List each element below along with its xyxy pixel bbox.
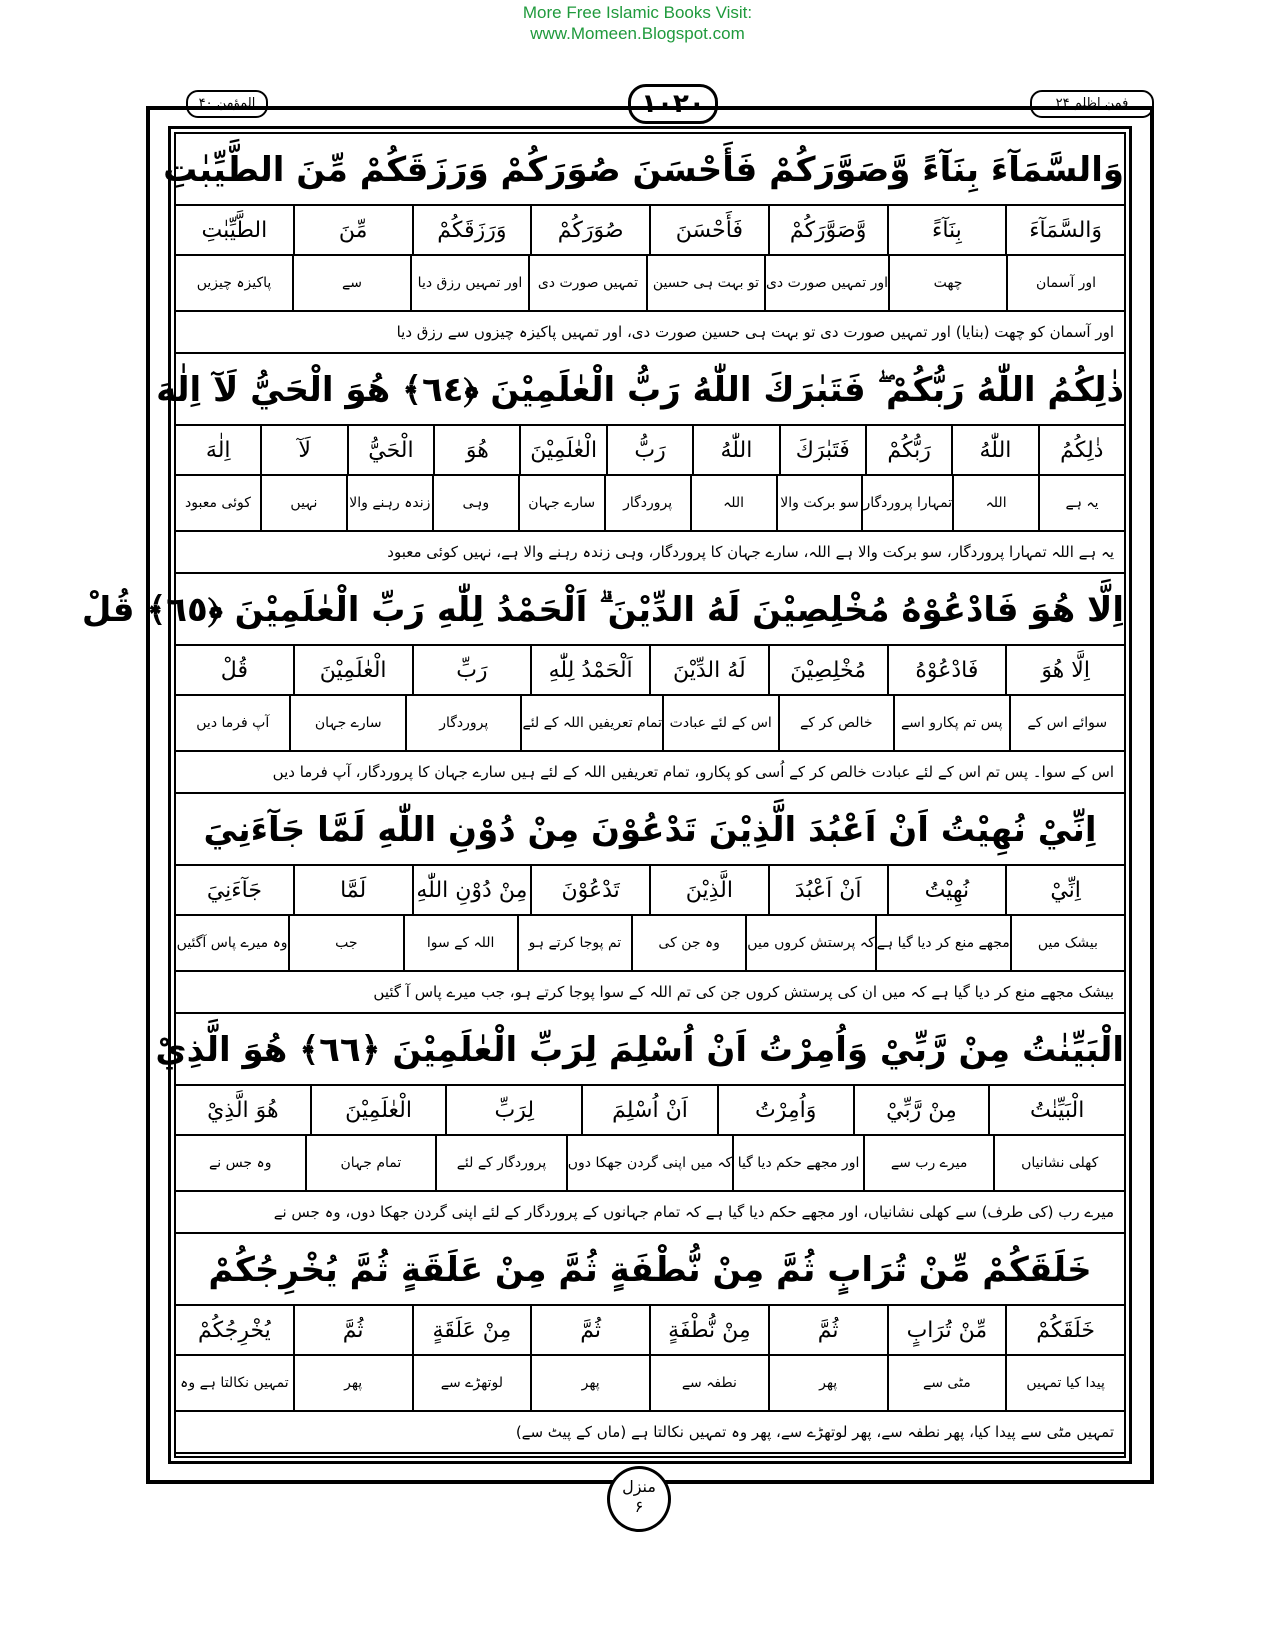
word-arabic: وَرَزَقَكُمْ bbox=[412, 206, 531, 254]
word-arabic: الْعٰلَمِيْنَ bbox=[310, 1086, 446, 1134]
word-urdu: وہ جس نے bbox=[209, 1155, 272, 1171]
word-arabic: ثُمَّ bbox=[293, 1306, 412, 1354]
word-urdu: کہ پرستش کروں میں bbox=[745, 916, 874, 970]
word-urdu: تمام جہان bbox=[305, 1136, 436, 1190]
word-urdu: سارے جہان bbox=[518, 476, 604, 530]
word-urdu: کوئی معبود bbox=[185, 495, 251, 511]
word-row-urdu bbox=[176, 1356, 1124, 1412]
word-urdu: کہ میں اپنی گردن جھکا دوں bbox=[566, 1136, 732, 1190]
word-urdu: جب bbox=[288, 916, 402, 970]
word-urdu: لوتھڑے سے bbox=[412, 1356, 531, 1410]
word-urdu: اس کے لئے عبادت bbox=[662, 696, 778, 750]
translation-line: تمہیں مٹی سے پیدا کیا، پھر نطفہ سے، پھر لوتھڑے سے، پھر وہ تمہیں نکالتا ہے (ماں کے پیٹ سے) bbox=[176, 1412, 1124, 1454]
word-urdu: سوائے اس کے bbox=[1009, 696, 1125, 750]
word-row-arabic bbox=[176, 1086, 1124, 1136]
word-row-urdu bbox=[176, 256, 1124, 312]
word-arabic: اللّٰهُ bbox=[692, 426, 778, 474]
word-arabic: ذٰلِكُمُ bbox=[1038, 426, 1124, 474]
word-arabic: اللّٰهُ bbox=[951, 426, 1037, 474]
word-urdu: اور مجھے حکم دیا گیا bbox=[732, 1136, 863, 1190]
word-urdu: پاکیزہ چیزیں bbox=[196, 275, 272, 291]
translation-line: یہ ہے اللہ تمہارا پروردگار، سو برکت والا ہے اللہ، سارے جہان کا پروردگار، وہی زندہ رہنے والا ہے، نہیں کوئی معبود bbox=[176, 532, 1124, 574]
juz-label: فمن اظلم ۲۴ bbox=[1030, 90, 1154, 118]
word-urdu: آپ فرما دیں bbox=[196, 715, 270, 731]
word-arabic: الْحَيُّ bbox=[347, 426, 433, 474]
word-urdu: یہ ہے bbox=[1038, 476, 1124, 530]
word-arabic: الَّذِيْنَ bbox=[649, 866, 768, 914]
verse-arabic: اِلَّا هُوَ فَادْعُوْهُ مُخْلِصِيْنَ لَهُ الدِّيْنَ ۗ اَلْحَمْدُ لِلّٰهِ رَبِّ الْعٰلَمِيْنَ ﴿٦٥﴾ قُلْ bbox=[176, 574, 1124, 646]
word-urdu: اللہ کے سوا bbox=[403, 916, 517, 970]
word-row-arabic bbox=[176, 1306, 1124, 1356]
verse-block bbox=[176, 1234, 1124, 1454]
word-arabic: صُوَرَكُمْ bbox=[530, 206, 649, 254]
word-arabic: ثُمَّ bbox=[530, 1306, 649, 1354]
word-arabic: رَبُّكُمْ bbox=[865, 426, 951, 474]
word-urdu: بیشک میں bbox=[1010, 916, 1124, 970]
word-urdu: پھر bbox=[293, 1356, 412, 1410]
word-urdu: وہ میرے پاس آگئیں bbox=[176, 935, 288, 951]
verse-block bbox=[163, 134, 1124, 354]
word-arabic: فَأَحْسَنَ bbox=[649, 206, 768, 254]
word-urdu: پھر bbox=[768, 1356, 887, 1410]
word-urdu: سو برکت والا bbox=[776, 476, 862, 530]
word-arabic: اَلْحَمْدُ لِلّٰهِ bbox=[530, 646, 649, 694]
word-urdu: پروردگار کے لئے bbox=[435, 1136, 566, 1190]
word-arabic: بِنَآءً bbox=[887, 206, 1006, 254]
word-urdu: پروردگار bbox=[405, 696, 521, 750]
translation-line: میرے رب (کی طرف) سے کھلی نشانیاں، اور مجھے حکم دیا گیا ہے کہ تمام جہانوں کے پروردگار کے لئے اپنی گردن جھکا دوں، وہ جس نے bbox=[176, 1192, 1124, 1234]
word-urdu: چھت bbox=[888, 256, 1006, 310]
word-arabic: وَالسَّمَآءَ bbox=[1005, 206, 1124, 254]
word-arabic: خَلَقَكُمْ bbox=[1005, 1306, 1124, 1354]
word-urdu: وہ جن کی bbox=[631, 916, 745, 970]
word-urdu: تمہیں صورت دی bbox=[528, 256, 646, 310]
word-urdu: پھر bbox=[530, 1356, 649, 1410]
word-urdu: تو بہت ہی حسین bbox=[646, 256, 764, 310]
word-arabic: لَمَّا bbox=[293, 866, 412, 914]
word-row-arabic bbox=[176, 866, 1124, 916]
word-urdu: تمام تعریفیں اللہ کے لئے bbox=[520, 696, 662, 750]
promo-link[interactable]: www.Momeen.Blogspot.com bbox=[530, 24, 745, 43]
word-urdu: مٹی سے bbox=[887, 1356, 1006, 1410]
word-row-arabic bbox=[176, 206, 1124, 256]
word-urdu: زندہ رہنے والا bbox=[346, 476, 432, 530]
word-arabic: اِلَّا هُوَ bbox=[1005, 646, 1124, 694]
word-row-arabic bbox=[176, 426, 1124, 476]
word-arabic: ثُمَّ bbox=[768, 1306, 887, 1354]
word-arabic: وَاُمِرْتُ bbox=[717, 1086, 853, 1134]
word-arabic: مِنْ دُوْنِ اللّٰهِ bbox=[412, 866, 531, 914]
word-urdu: سارے جہان bbox=[289, 696, 405, 750]
page-content bbox=[81, 132, 1126, 1458]
word-arabic: هُوَ الَّذِيْ bbox=[207, 1097, 279, 1123]
translation-line: اس کے سوا۔ پس تم اس کے لئے عبادت خالص کر کے اُسی کو پکارو، تمام تعریفیں اللہ کے لئے ہیں سارے جہان کا پروردگار، آپ فرما دیں bbox=[176, 752, 1124, 794]
word-arabic: قُلْ bbox=[220, 657, 248, 683]
word-urdu: اللہ bbox=[690, 476, 776, 530]
word-arabic: لَآ bbox=[260, 426, 346, 474]
word-urdu: پروردگار bbox=[604, 476, 690, 530]
word-arabic: اَنْ اَعْبُدَ bbox=[768, 866, 887, 914]
word-arabic: مِّنْ تُرَابٍ bbox=[887, 1306, 1006, 1354]
word-urdu: تم پوجا کرتے ہو bbox=[517, 916, 631, 970]
word-arabic: مِنْ عَلَقَةٍ bbox=[412, 1306, 531, 1354]
verse-arabic: اِنِّيْ نُهِيْتُ اَنْ اَعْبُدَ الَّذِيْنَ تَدْعُوْنَ مِنْ دُوْنِ اللّٰهِ لَمَّا جَآءَنِيَ bbox=[176, 794, 1124, 866]
word-urdu: سے bbox=[292, 256, 410, 310]
word-arabic: نُهِيْتُ bbox=[887, 866, 1006, 914]
word-arabic: لَهُ الدِّيْنَ bbox=[649, 646, 768, 694]
word-urdu: پس تم پکارو اسے bbox=[893, 696, 1009, 750]
word-arabic: وَّصَوَّرَكُمْ bbox=[768, 206, 887, 254]
verse-arabic: ذٰلِكُمُ اللّٰهُ رَبُّكُمْ ۖ فَتَبٰرَكَ اللّٰهُ رَبُّ الْعٰلَمِيْنَ ﴿٦٤﴾ هُوَ الْحَيُّ لَآ اِلٰهَ bbox=[176, 354, 1124, 426]
manzil-badge bbox=[607, 1466, 671, 1532]
word-urdu: اور آسمان bbox=[1006, 256, 1124, 310]
translation-line: اور آسمان کو چھت (بنایا) اور تمہیں صورت دی تو بہت ہی حسین صورت دی، اور تمہیں پاکیزہ چیزوں سے رزق دیا bbox=[176, 312, 1124, 354]
word-arabic: يُخْرِجُكُمْ bbox=[197, 1317, 271, 1343]
word-arabic: مِّنَ bbox=[293, 206, 412, 254]
word-arabic: اَنْ اُسْلِمَ bbox=[581, 1086, 717, 1134]
word-urdu: خالص کر کے bbox=[778, 696, 894, 750]
word-arabic: فَادْعُوْهُ bbox=[887, 646, 1006, 694]
word-arabic: مُخْلِصِيْنَ bbox=[768, 646, 887, 694]
verse-arabic: الْبَيِّنٰتُ مِنْ رَّبِّيْ وَاُمِرْتُ اَنْ اُسْلِمَ لِرَبِّ الْعٰلَمِيْنَ ﴿٦٦﴾ هُوَ الَّذِيْ bbox=[176, 1014, 1124, 1086]
verse-block bbox=[155, 1014, 1124, 1234]
word-row-urdu bbox=[176, 1136, 1124, 1192]
word-urdu: میرے رب سے bbox=[863, 1136, 994, 1190]
manzil-label: منزل bbox=[622, 1477, 656, 1496]
word-arabic: لِرَبِّ bbox=[445, 1086, 581, 1134]
word-arabic: الطَّيِّبٰتِ bbox=[201, 217, 268, 243]
word-arabic: هُوَ bbox=[433, 426, 519, 474]
word-row-urdu bbox=[176, 916, 1124, 972]
word-arabic: الْعٰلَمِيْنَ bbox=[293, 646, 412, 694]
word-arabic: مِنْ رَّبِّيْ bbox=[853, 1086, 989, 1134]
promo-line-1: More Free Islamic Books Visit: bbox=[522, 3, 753, 22]
word-arabic: اِلٰهَ bbox=[205, 437, 231, 463]
word-arabic: اِنِّيْ bbox=[1005, 866, 1124, 914]
word-arabic: الْعٰلَمِيْنَ bbox=[519, 426, 605, 474]
word-urdu: تمہارا پروردگار bbox=[861, 476, 952, 530]
word-urdu: نطفہ سے bbox=[649, 1356, 768, 1410]
word-urdu: مجھے منع کر دیا گیا ہے bbox=[875, 916, 1010, 970]
word-urdu: نہیں bbox=[260, 476, 346, 530]
word-row-urdu bbox=[176, 476, 1124, 532]
word-arabic: رَبِّ bbox=[412, 646, 531, 694]
page-number: ۱۰۲۰ bbox=[628, 84, 718, 124]
word-urdu: کھلی نشانیاں bbox=[993, 1136, 1124, 1190]
verse-block bbox=[156, 354, 1124, 574]
manzil-number: ۶ bbox=[634, 1497, 644, 1516]
word-arabic: رَبُّ bbox=[606, 426, 692, 474]
word-row-urdu bbox=[176, 696, 1124, 752]
surah-label: المؤمن ۴۰ bbox=[186, 90, 268, 118]
word-arabic: فَتَبٰرَكَ bbox=[779, 426, 865, 474]
verse-block bbox=[176, 794, 1124, 1014]
word-urdu: پیدا کیا تمہیں bbox=[1005, 1356, 1124, 1410]
word-urdu: اللہ bbox=[952, 476, 1038, 530]
verse-arabic: وَالسَّمَآءَ بِنَآءً وَّصَوَّرَكُمْ فَأَحْسَنَ صُوَرَكُمْ وَرَزَقَكُمْ مِّنَ الطَّيِّبٰتِ bbox=[176, 134, 1124, 206]
word-urdu: تمہیں نکالتا ہے وہ bbox=[180, 1375, 289, 1391]
word-arabic: الْبَيِّنٰتُ bbox=[988, 1086, 1124, 1134]
verse-arabic: خَلَقَكُمْ مِّنْ تُرَابٍ ثُمَّ مِنْ نُّطْفَةٍ ثُمَّ مِنْ عَلَقَةٍ ثُمَّ يُخْرِجُكُمْ bbox=[176, 1234, 1124, 1306]
word-urdu: اور تمہیں صورت دی bbox=[764, 256, 888, 310]
word-row-arabic bbox=[176, 646, 1124, 696]
word-urdu: وہی bbox=[432, 476, 518, 530]
word-arabic: تَدْعُوْنَ bbox=[530, 866, 649, 914]
verse-block bbox=[81, 574, 1124, 794]
translation-line: بیشک مجھے منع کر دیا گیا ہے کہ میں ان کی پرستش کروں جن کی تم اللہ کے سوا پوجا کرتے ہو، جب میرے پاس آ گئیں bbox=[176, 972, 1124, 1014]
promo-banner bbox=[0, 2, 1275, 44]
word-arabic: مِنْ نُّطْفَةٍ bbox=[649, 1306, 768, 1354]
word-urdu: اور تمہیں رزق دیا bbox=[410, 256, 528, 310]
word-arabic: جَآءَنِيَ bbox=[206, 877, 262, 903]
